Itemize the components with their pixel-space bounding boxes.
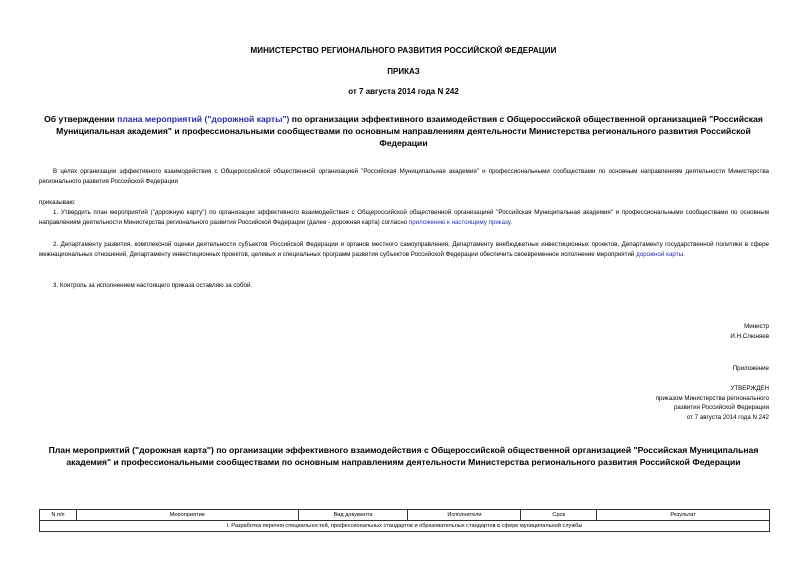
plan-table — [39, 509, 770, 532]
order-title-prefix: Об утверждении — [44, 114, 118, 124]
column-header: N п/п — [40, 510, 77, 521]
section-title-cell: I. Разработка перечня специальностей, профессиональных стандартов и образовательных стандартов в сфере муниципальной службы — [40, 521, 770, 532]
order-word: приказываю: — [39, 199, 76, 206]
column-header: Исполнители — [408, 510, 521, 521]
plan-title: План мероприятий ("дорожная карта") по организации эффективного взаимодействия с Общероссийской общественной организацией "Российская Муниципальная академия" и профессиональными сообществами по основным направлениям деятельности Министерства регионального развития Российской Федерации — [48, 445, 759, 467]
order-title-link[interactable]: плана мероприятий ("дорожной карты") — [117, 114, 290, 124]
item-2-end: . — [683, 250, 685, 258]
approved-label: УТВЕРЖДЕН — [730, 385, 769, 392]
intro-paragraph: В целях организации эффективного взаимодействия с Общероссийской общественной организацией "Российская Муниципальная академия" и профессиональными сообществами по основным направлениям деятельности Министерства регионального развития Российской Федерации — [39, 168, 769, 185]
approved-line-2: развития Российской Федерации — [673, 404, 769, 411]
signature-position: Министр — [744, 323, 769, 330]
column-header: Вид документа — [298, 510, 408, 521]
column-header: Срок — [521, 510, 597, 521]
approval-block — [600, 384, 769, 422]
item-1-text: 1. Утвердить план мероприятий ("дорожную карту") по организации эффективного взаимодействия с Общероссийской общественной организацией "Российская Муниципальная академия" и профессиональными сообществами по основным направлениям деятельности Министерства регионального развития Российской Федерации (далее - дорожная карта) согласно — [39, 209, 769, 226]
column-header: Мероприятие — [76, 510, 298, 521]
order-title-rest: по организации эффективного взаимодействия с Общероссийской общественной организацией "Российская Муниципальная академия" и профессиональными сообществами по основным направлениям деятельности Министерства регионального развития Российской Федерации — [56, 114, 763, 148]
doc-type-heading: ПРИКАЗ — [387, 67, 420, 76]
approved-line-1: приказом Министерства регионального — [655, 394, 769, 402]
signature-name: И.Н.Слюняев — [730, 333, 769, 340]
order-title — [36, 113, 771, 149]
item-2-text: 2. Департаменту развития, комплексной оценки деятельности субъектов Российской Федерации и органов местного самоуправления, Департаменту внебюджетных инвестиционных проектов, Департаменту государственной политики в сфере межнациональных отношений, Департаменту инвестиционных проектов, целевых и специальных программ развития субъектов Российской Федерации обеспечить своевременное исполнение мероприятий — [39, 241, 769, 258]
appendix-label: Приложение — [732, 365, 769, 372]
appendix-link[interactable]: приложению к настоящему приказу — [408, 218, 511, 226]
item-3-paragraph: 3. Контроль за исполнением настоящего приказа оставляю за собой. — [53, 282, 253, 289]
item-1-end: . — [510, 218, 512, 226]
approved-line-3: от 7 августа 2014 года N 242 — [686, 413, 769, 421]
roadmap-link[interactable]: дорожной карты — [636, 250, 684, 258]
column-header: Результат — [597, 510, 770, 521]
table-section-row — [40, 521, 770, 532]
date-number-heading: от 7 августа 2014 года N 242 — [348, 87, 459, 96]
ministry-heading: МИНИСТЕРСТВО РЕГИОНАЛЬНОГО РАЗВИТИЯ РОССИЙСКОЙ ФЕДЕРАЦИИ — [250, 46, 557, 55]
table-header-row — [40, 510, 770, 521]
item-1-paragraph — [39, 208, 769, 227]
item-2-paragraph — [39, 240, 769, 259]
